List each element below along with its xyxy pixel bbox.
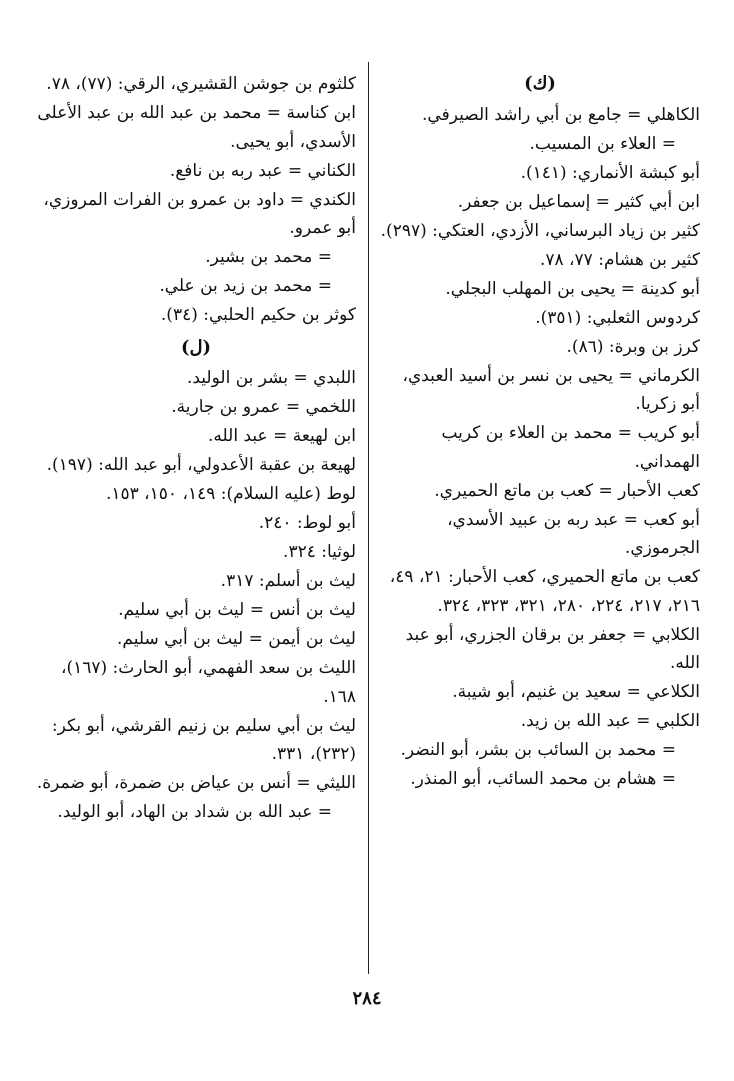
section-header-lam: (ل)	[180, 336, 212, 358]
index-entry: = العلاء بن المسيب.	[529, 133, 676, 154]
index-entry: ليث بن أيمن = ليث بن أبي سليم.	[117, 629, 356, 649]
index-entry: ليث بن أسلم: ٣١٧.	[220, 571, 356, 591]
index-entry: ليث بن أنس = ليث بن أبي سليم.	[118, 600, 356, 620]
index-entry: = عبد الله بن شداد بن الهاد، أبو الوليد.	[57, 802, 332, 822]
index-entry: الكلابي = جعفر بن برقان الجزري، أبو عبد الله.	[405, 624, 700, 673]
right-column	[380, 70, 700, 794]
index-entry: أبو كبشة الأنماري: (١٤١).	[520, 162, 700, 183]
index-entry: أبو كريب = محمد بن العلاء بن كريب الهمداني.	[441, 423, 700, 472]
index-entry: ابن كناسة = محمد بن عبد الله بن عبد الأعلى الأسدي، أبو يحيى.	[37, 103, 356, 152]
index-entry: الكرماني = يحيى بن نسر بن أسيد العبدي، أبو زكريا.	[402, 365, 700, 414]
index-entry: الكلاعي = سعيد بن غنيم، أبو شيبة.	[452, 682, 700, 702]
index-entry: كلثوم بن جوشن القشيري، الرقي: (٧٧)، ٧٨.	[46, 74, 356, 94]
index-entry: كثير بن هشام: ٧٧، ٧٨.	[539, 249, 700, 270]
index-entry: كردوس الثعلبي: (٣٥١).	[535, 307, 700, 328]
column-divider	[368, 62, 369, 974]
index-entry: الكندي = داود بن عمرو بن الفرات المروزي، أبو عمرو.	[43, 189, 356, 238]
index-entry: كعب الأحبار = كعب بن ماتع الحميري.	[434, 480, 700, 501]
index-entry: = محمد بن زيد بن علي.	[159, 276, 332, 296]
index-entry: = محمد بن بشير.	[205, 247, 332, 267]
index-entry: = محمد بن السائب بن بشر، أبو النضر.	[400, 740, 676, 760]
index-entry: كوثر بن حكيم الحلبي: (٣٤).	[160, 305, 356, 325]
index-entry: لوثيا: ٣٢٤.	[283, 542, 356, 562]
left-column	[36, 70, 356, 827]
index-entry: ابن لهيعة = عبد الله.	[208, 426, 356, 446]
index-entry: كرز بن وبرة: (٨٦).	[566, 336, 700, 357]
index-entry: الكاهلي = جامع بن أبي راشد الصيرفي.	[422, 104, 700, 125]
index-entry: الكناني = عبد ربه بن نافع.	[169, 160, 356, 181]
index-entry: اللبدي = بشر بن الوليد.	[186, 368, 356, 388]
index-entry: ابن أبي كثير = إسماعيل بن جعفر.	[457, 191, 700, 212]
index-entry: أبو كعب = عبد ربه بن عبيد الأسدي، الجرموزي.	[447, 509, 700, 558]
index-entry: أبو كدينة = يحيى بن المهلب البجلي.	[445, 278, 700, 299]
index-entry: كثير بن زياد البرساني، الأزدي، العتكي: (٢٩٧).	[380, 220, 700, 241]
index-entry: الكلبي = عبد الله بن زيد.	[520, 711, 700, 731]
index-entry: الليثي = أنس بن عياض بن ضمرة، أبو ضمرة.	[36, 773, 356, 793]
section-header-kaf: (ك)	[524, 73, 556, 94]
index-entry: لوط (عليه السلام): ١٤٩، ١٥٠، ١٥٣.	[105, 484, 356, 504]
index-entry: اللخمي = عمرو بن جارية.	[171, 397, 356, 417]
index-entry: كعب بن ماتع الحميري، كعب الأحبار: ٢١، ٤٩، ٢١٦، ٢١٧، ٢٢٤، ٢٨٠، ٣٢١، ٣٢٣، ٣٢٤.	[389, 567, 700, 616]
index-entry: = هشام بن محمد السائب، أبو المنذر.	[410, 769, 676, 789]
index-entry: لهيعة بن عقبة الأعدولي، أبو عبد الله: (١٩٧).	[46, 455, 356, 475]
index-entry: الليث بن سعد الفهمي، أبو الحارث: (١٦٧)، ١٦٨.	[60, 658, 356, 707]
index-entry: أبو لوط: ٢٤٠.	[258, 513, 356, 533]
page-number: ٢٨٤	[352, 988, 382, 1009]
index-entry: ليث بن أبي سليم بن زنيم القرشي، أبو بكر: (٢٣٢)، ٣٣١.	[51, 715, 356, 764]
